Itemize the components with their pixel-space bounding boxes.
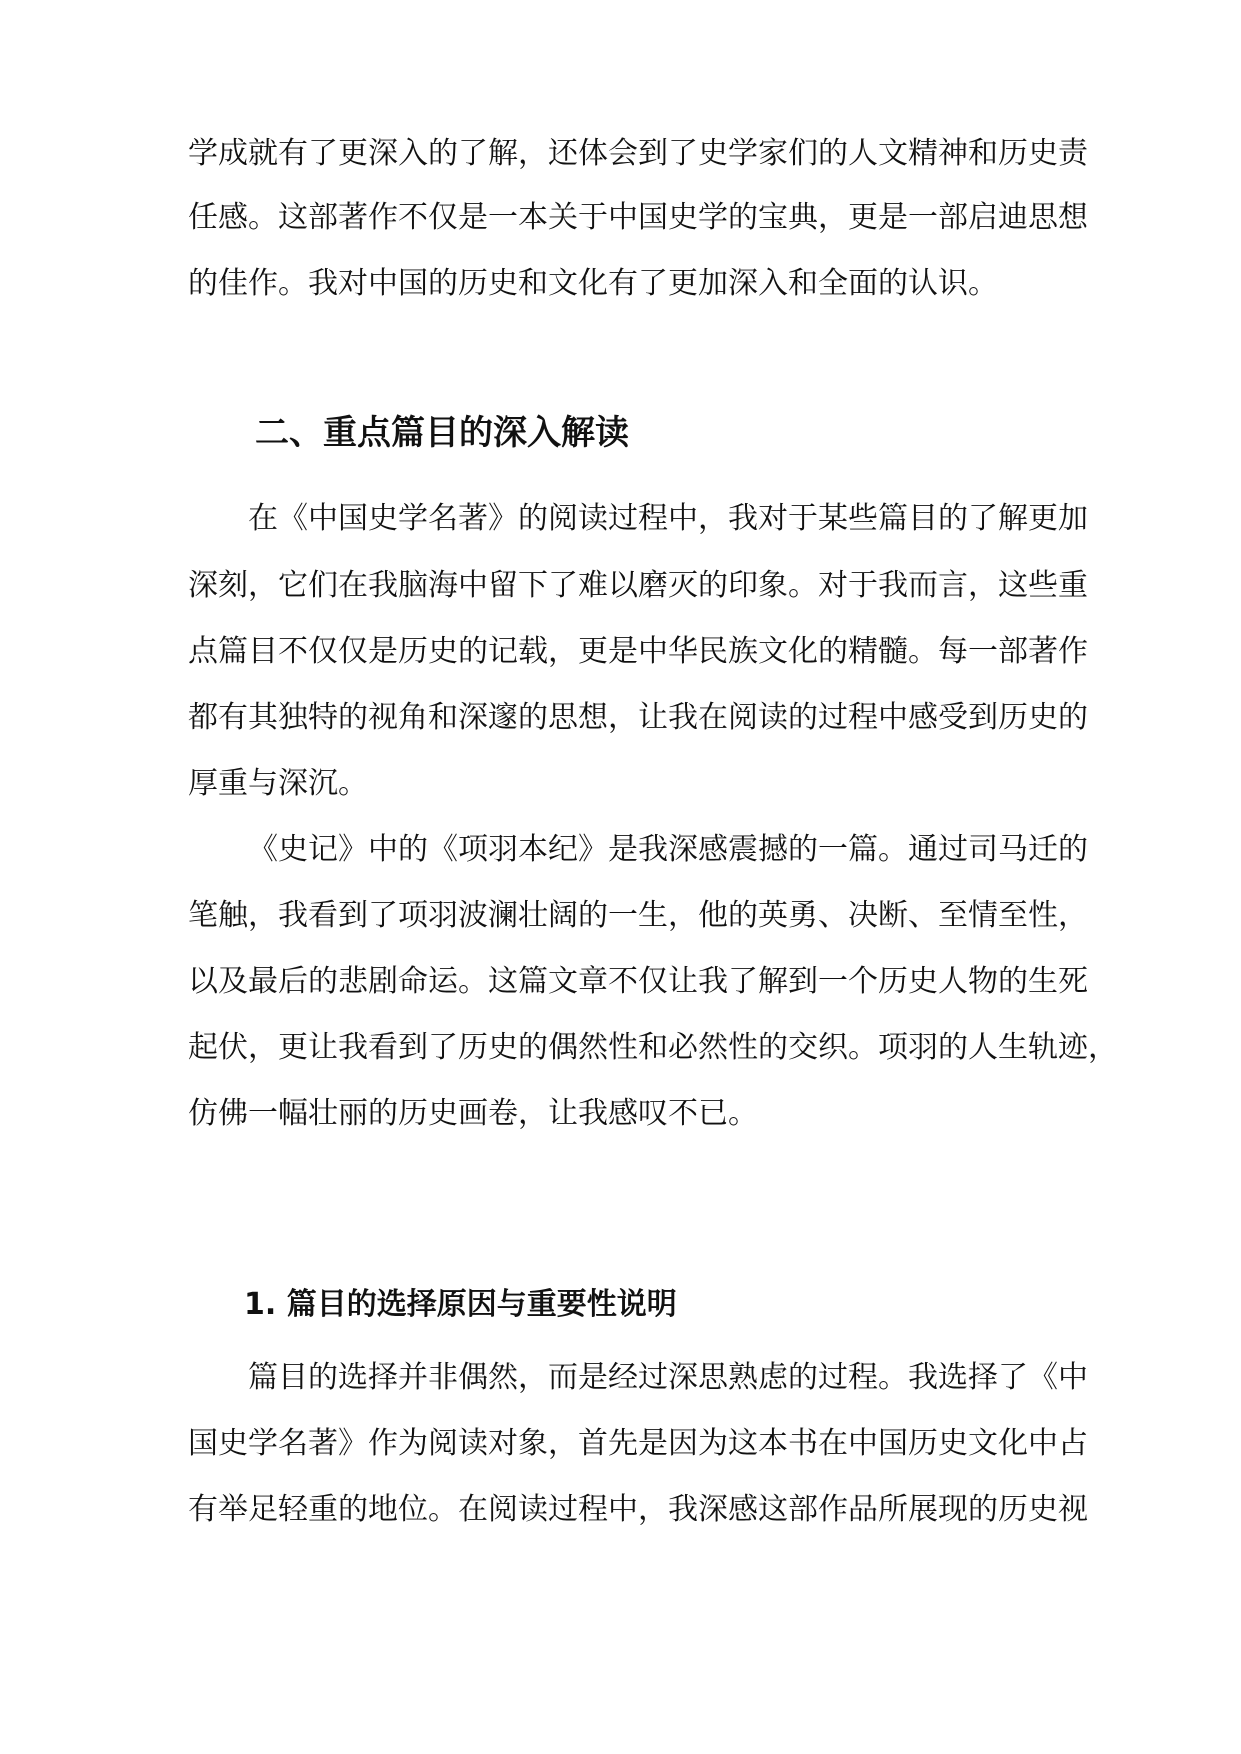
text-line: 起伏，更让我看到了历史的偶然性和必然性的交织。项羽的人生轨迹，	[188, 1030, 1118, 1065]
text-line: 《史记》中的《项羽本纪》是我深感震撼的一篇。通过司马迁的	[248, 832, 1088, 867]
text-line: 在《中国史学名著》的阅读过程中，我对于某些篇目的了解更加	[248, 501, 1088, 536]
subsection-heading: 1. 篇目的选择原因与重要性说明	[244, 1287, 677, 1322]
text-line: 仿佛一幅壮丽的历史画卷，让我感叹不已。	[188, 1096, 758, 1131]
text-line: 都有其独特的视角和深邃的思想，让我在阅读的过程中感受到历史的	[188, 700, 1088, 735]
text-line: 的佳作。我对中国的历史和文化有了更加深入和全面的认识。	[188, 266, 998, 301]
text-line: 点篇目不仅仅是历史的记载，更是中华民族文化的精髓。每一部著作	[188, 634, 1088, 669]
text-line: 有举足轻重的地位。在阅读过程中，我深感这部作品所展现的历史视	[188, 1492, 1088, 1527]
text-line: 厚重与深沉。	[188, 766, 368, 801]
text-line: 国史学名著》作为阅读对象，首先是因为这本书在中国历史文化中占	[188, 1426, 1088, 1461]
text-line: 笔触，我看到了项羽波澜壮阔的一生，他的英勇、决断、至情至性，	[188, 898, 1088, 933]
text-line: 篇目的选择并非偶然，而是经过深思熟虑的过程。我选择了《中	[248, 1360, 1088, 1395]
section-heading: 二、重点篇目的深入解读	[255, 413, 629, 453]
text-line: 深刻，它们在我脑海中留下了难以磨灭的印象。对于我而言，这些重	[188, 568, 1088, 603]
text-line: 以及最后的悲剧命运。这篇文章不仅让我了解到一个历史人物的生死	[188, 964, 1088, 999]
text-line: 任感。这部著作不仅是一本关于中国史学的宝典，更是一部启迪思想	[188, 200, 1088, 235]
text-line: 学成就有了更深入的了解，还体会到了史学家们的人文精神和历史责	[188, 136, 1088, 171]
